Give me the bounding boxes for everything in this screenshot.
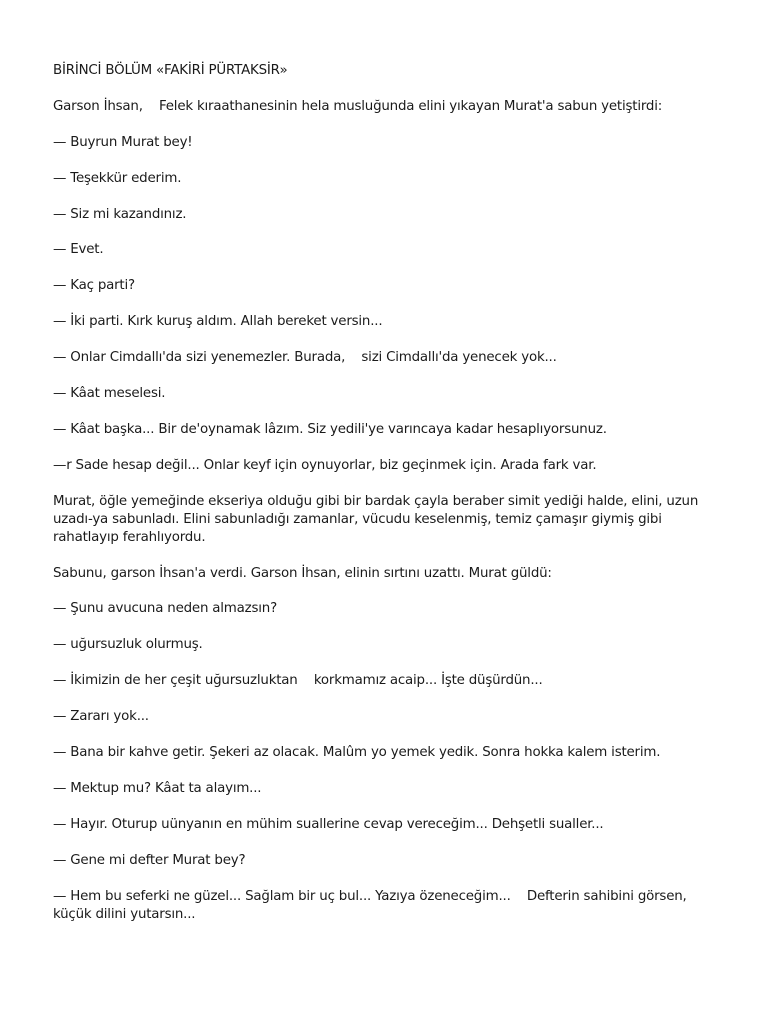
paragraph: — Kâat meselesi. — [53, 386, 166, 402]
paragraph: — Hem bu seferki ne güzel... Sağlam bir uç bul... Yazıya özeneceğim... Defterin sahibini görsen, küçük dilini yutarsın... — [53, 888, 703, 922]
paragraph: — Hayır. Oturup uünyanın en mühim suallerine cevap vereceğim... Dehşetli sualler... — [53, 816, 604, 832]
paragraph: — Gene mi defter Murat bey? — [53, 852, 246, 868]
paragraph: — uğursuzluk olurmuş. — [53, 637, 203, 653]
paragraph: — Şunu avucuna neden almazsın? — [53, 601, 277, 617]
paragraph: — Evet. — [53, 242, 104, 258]
document-page — [53, 62, 713, 941]
paragraph: — Kâat başka... Bir de'oynamak lâzım. Siz yedili'ye varıncaya kadar hesaplıyorsunuz. — [53, 421, 607, 437]
paragraph: — Buyrun Murat bey! — [53, 134, 193, 150]
paragraph: — Kaç parti? — [53, 278, 135, 294]
paragraph: —r Sade hesap değil... Onlar keyf için oynuyorlar, biz geçinmek için. Arada fark var. — [53, 457, 597, 473]
paragraph: — Bana bir kahve getir. Şekeri az olacak. Malûm yo yemek yedik. Sonra hokka kalem isterim. — [53, 745, 661, 761]
paragraph: — İkimizin de her çeşit uğursuzluktan korkmamız acaip... İşte düşürdün... — [53, 673, 543, 689]
paragraph: — Siz mi kazandınız. — [53, 206, 187, 222]
paragraph: Garson İhsan, Felek kıraathanesinin hela musluğunda elini yıkayan Murat'a sabun yetiştirdi: — [53, 98, 663, 114]
paragraph: — Mektup mu? Kâat ta alayım... — [53, 780, 262, 796]
paragraph: Sabunu, garson İhsan'a verdi. Garson İhsan, elinin sırtını uzattı. Murat güldü: — [53, 565, 552, 581]
paragraph: — Zararı yok... — [53, 709, 149, 725]
chapter-heading: BİRİNCİ BÖLÜM «FAKİRİ PÜRTAKSİR» — [53, 63, 288, 78]
paragraph: — Onlar Cimdallı'da sizi yenemezler. Burada, sizi Cimdallı'da yenecek yok... — [53, 350, 557, 366]
paragraph: — Teşekkür ederim. — [53, 170, 182, 186]
paragraph: Murat, öğle yemeğinde ekseriya olduğu gibi bir bardak çayla beraber simit yediği halde, elini, uzun uzadı-ya sabunladı. Elini sabunladığı zamanlar, vücudu keselenmiş, temiz çamaşır giymiş gibi rahatlayıp ferahlıyordu. — [53, 493, 703, 545]
paragraph: — İki parti. Kırk kuruş aldım. Allah bereket versin... — [53, 314, 383, 330]
